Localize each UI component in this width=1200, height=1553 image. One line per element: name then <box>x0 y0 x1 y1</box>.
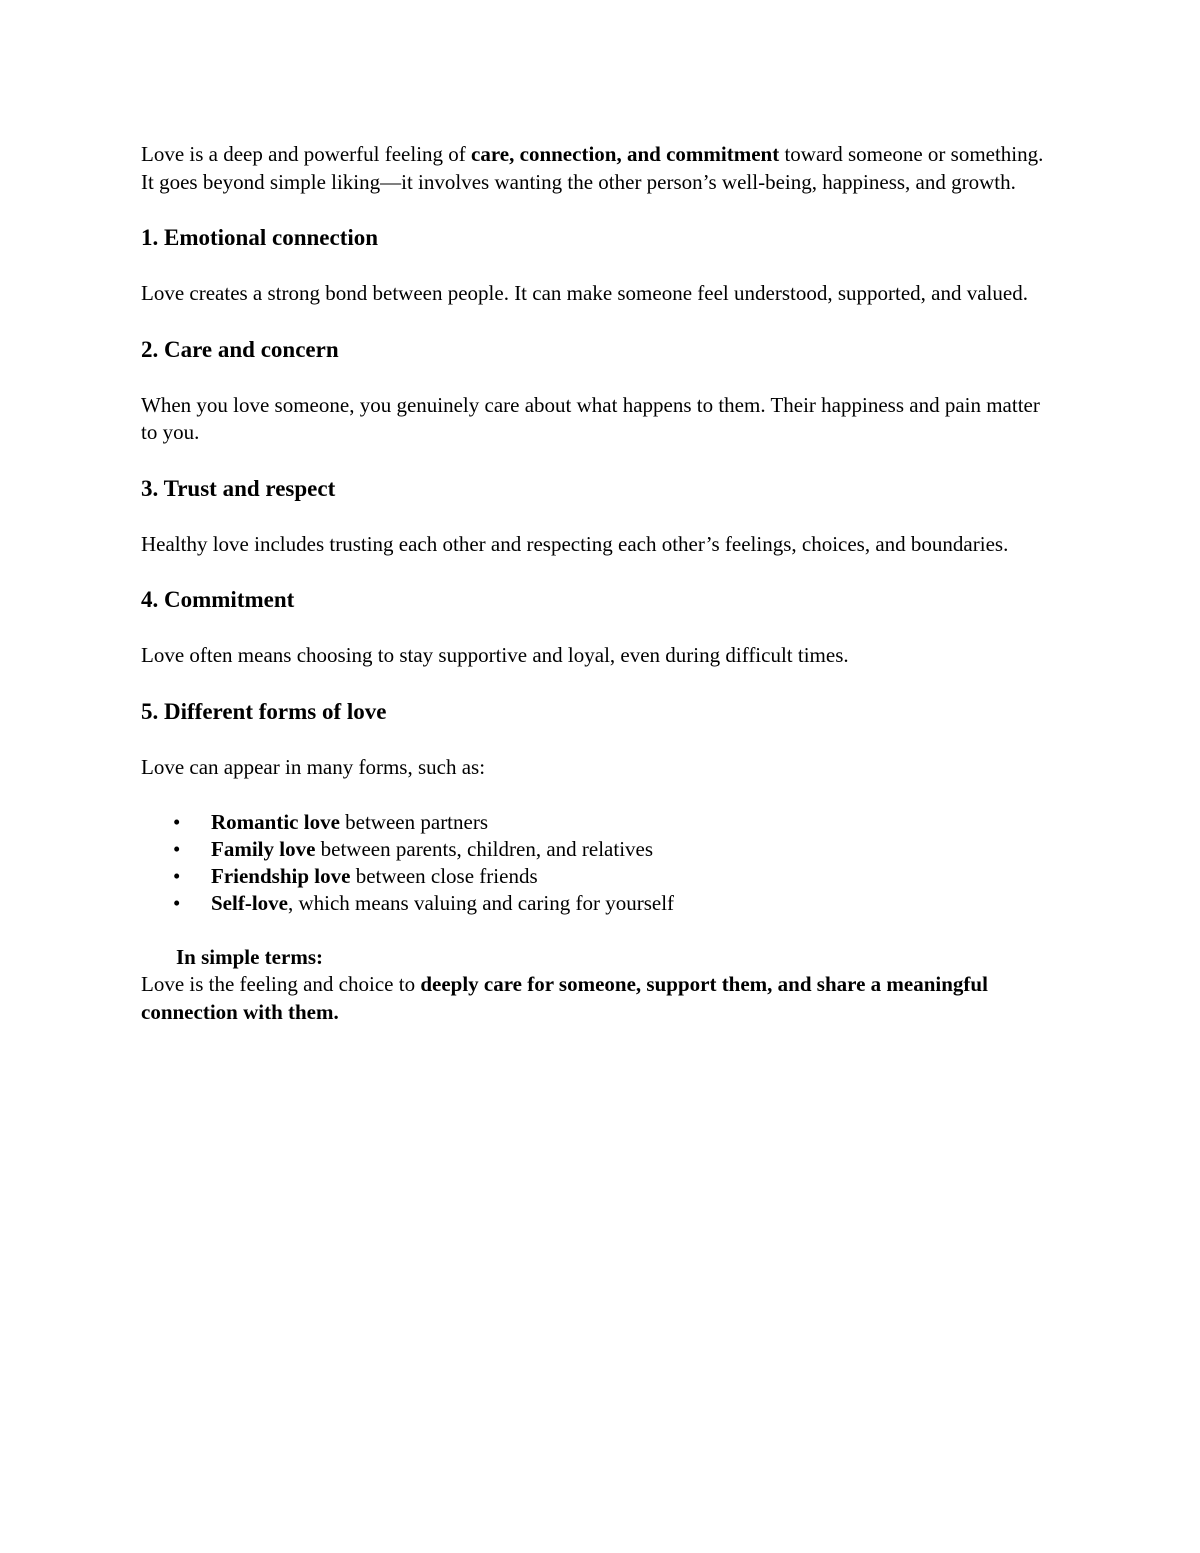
document-body <box>141 141 1061 1026</box>
list-item <box>141 890 1061 917</box>
bullet-icon: • <box>173 864 181 888</box>
list-item-bold: Family love <box>211 837 316 861</box>
list-item-text: between close friends <box>350 864 538 888</box>
intro-bold-text: care, connection, and commitment <box>471 142 780 166</box>
section-heading-commitment: 4. Commitment <box>141 587 295 612</box>
section-text-trust-and-respect: Healthy love includes trusting each other and respecting each other’s feelings, choices, and boundaries. <box>141 531 1009 556</box>
list-item <box>141 836 1061 863</box>
list-item-bold: Friendship love <box>211 864 351 888</box>
section-heading-emotional-connection: 1. Emotional connection <box>141 225 379 250</box>
summary-bold-text: deeply care for someone, support them, and share a meaningful connection with them. <box>141 972 988 1024</box>
section-heading-care-and-concern: 2. Care and concern <box>141 336 339 362</box>
bullet-icon: • <box>173 891 181 915</box>
summary-text-start: Love is the feeling and choice to <box>141 972 421 996</box>
summary-paragraph <box>141 971 1061 1026</box>
intro-text-end: toward someone or something. It goes beyond simple liking—it involves wanting the other person’s well-being, happiness, and growth. <box>141 142 1044 194</box>
section-text-care-and-concern: When you love someone, you genuinely care about what happens to them. Their happiness and pain matter to you. <box>141 392 1040 444</box>
list-item-text: between partners <box>339 810 489 834</box>
section-heading-trust-and-respect: 3. Trust and respect <box>141 475 336 501</box>
intro-paragraph <box>141 141 1061 196</box>
forms-of-love-list <box>141 809 1061 917</box>
section-heading-forms-of-love: 5. Different forms of love <box>141 698 387 724</box>
list-item <box>141 863 1061 890</box>
section-text-emotional-connection: Love creates a strong bond between people. It can make someone feel understood, supported, and valued. <box>141 281 1028 305</box>
intro-text-start: Love is a deep and powerful feeling of <box>141 142 472 166</box>
list-item-text: between parents, children, and relatives <box>315 837 654 861</box>
list-item <box>141 809 1061 836</box>
bullet-icon: • <box>173 810 181 834</box>
list-item-bold: Romantic love <box>211 810 340 834</box>
list-item-text: , which means valuing and caring for yourself <box>287 891 675 915</box>
list-item-bold: Self-love <box>211 891 288 915</box>
section-text-forms-of-love: Love can appear in many forms, such as: <box>141 754 486 779</box>
bullet-icon: • <box>173 837 181 861</box>
summary-heading: In simple terms: <box>176 945 323 969</box>
section-text-commitment: Love often means choosing to stay supportive and loyal, even during difficult times. <box>141 643 849 667</box>
